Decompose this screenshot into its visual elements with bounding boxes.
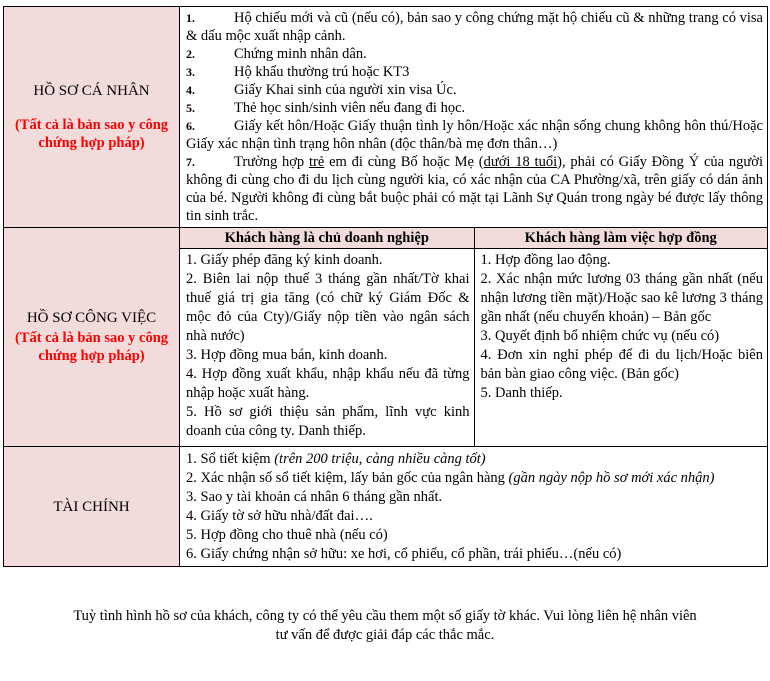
list-item: 7. Trường hợp trẻ em đi cùng Bố hoặc Mẹ (dưới 18 tuổi), phải có Giấy Đồng Ý của người không đi cùng cho đi du lịch cùng người kia, có xác nhận của CA Phường/xã, trên giấy có dán ảnh của bé. Người không đi cùng bắt buộc phải có mặt tại Lãnh Sự Quán trong ngày bé được lấy thông tin sinh trắc. (186, 154, 763, 224)
footer-line-2: tư vấn để được giải đáp các thắc mắc. (275, 627, 495, 643)
document-table (3, 6, 768, 567)
list-item: 5. Hợp đồng cho thuê nhà (nếu có) (186, 527, 388, 543)
finance-content (180, 447, 768, 567)
contract-header: Khách hàng làm việc hợp đồng (474, 228, 767, 249)
work-subtable (180, 228, 767, 446)
finance-side-cell (4, 447, 180, 567)
personal-list (180, 9, 767, 225)
list-item: 3. Quyết định bổ nhiệm chức vụ (nếu có) (480, 328, 720, 344)
personal-title: HỒ SƠ CÁ NHÂN (33, 83, 150, 99)
list-item: 1. Hợp đồng lao động. (480, 252, 611, 268)
finance-row (4, 447, 768, 567)
work-title: HỒ SƠ CÔNG VIỆC (26, 310, 157, 326)
list-item: 6. Giấy chứng nhận sở hữu: xe hơi, cổ phiếu, cổ phần, trái phiếu…(nếu có) (186, 546, 622, 562)
list-item: 4. Giấy Khai sinh của người xin visa Úc. (186, 82, 457, 98)
owner-header: Khách hàng là chủ doanh nghiệp (180, 228, 474, 249)
list-item: 5. Danh thiếp. (480, 385, 563, 401)
footer-note (0, 607, 770, 645)
owner-column (180, 249, 474, 447)
list-item: 2. Chứng minh nhân dân. (186, 46, 367, 62)
list-item: 2. Xác nhận số sổ tiết kiệm, lấy bản gốc của ngân hàng (gần ngày nộp hồ sơ mới xác nhận) (186, 470, 715, 486)
list-item: 4. Giấy tờ sở hữu nhà/đất đai…. (186, 508, 373, 524)
list-item: 2. Xác nhận mức lương 03 tháng gần nhất (nếu nhận lương tiền mặt)/Hoặc sao kê lương 3 tháng gần nhất (nếu chuyển khoản) – Bản gốc (480, 271, 763, 325)
list-item: 4. Đơn xin nghỉ phép để đi du lịch/Hoặc biên bản bàn giao công việc. (Bản gốc) (480, 347, 763, 382)
personal-side-cell (4, 7, 180, 228)
list-item: 5. Hồ sơ giới thiệu sản phẩm, lĩnh vực kinh doanh của công ty. Danh thiếp. (186, 404, 470, 439)
personal-note: (Tất cả là bản sao y công chứng hợp pháp) (14, 117, 169, 151)
work-row (4, 228, 768, 447)
list-item: 1. Hộ chiếu mới và cũ (nếu có), bản sao y công chứng mặt hộ chiếu cũ & những trang có visa & dấu mộc xuất nhập cảnh. (186, 10, 763, 44)
list-item: 6. Giấy kết hôn/Hoặc Giấy thuận tình ly hôn/Hoặc xác nhận sống chung không hôn thú/Hoặc Giấy xác nhận tình trạng hôn nhân (độc thân/bà mẹ đơn thân…) (186, 118, 763, 152)
list-item: 2. Biên lai nộp thuế 3 tháng gần nhất/Tờ khai thuế giá trị gia tăng (có chữ ký Giám Đốc & mộc đỏ của Cty)/Giấy nộp tiền vào ngân sách nhà nước) (186, 271, 470, 344)
contract-column (474, 249, 767, 447)
list-item: 1. Giấy phép đăng ký kinh doanh. (186, 252, 383, 268)
work-content (180, 228, 768, 447)
footer-line-1: Tuỳ tình hình hồ sơ của khách, công ty có thể yêu cầu them một số giấy tờ khác. Vui lòng liên hệ nhân viên (73, 608, 697, 624)
finance-title: TÀI CHÍNH (53, 498, 130, 515)
work-side-cell (4, 228, 180, 447)
list-item: 3. Sao y tài khoản cá nhân 6 tháng gần nhất. (186, 489, 443, 505)
list-item: 5. Thẻ học sinh/sinh viên nếu đang đi học. (186, 100, 466, 116)
personal-content (180, 7, 768, 228)
work-note: (Tất cả là bản sao y công chứng hợp pháp) (14, 330, 169, 364)
personal-row (4, 7, 768, 228)
list-item: 3. Hợp đồng mua bán, kinh doanh. (186, 347, 388, 363)
list-item: 1. Sổ tiết kiệm (trên 200 triệu, càng nhiều càng tốt) (186, 451, 486, 467)
finance-list (180, 447, 767, 564)
list-item: 4. Hợp đồng xuất khẩu, nhập khẩu nếu đã từng nhập hoặc xuất hàng. (186, 366, 470, 401)
list-item: 3. Hộ khẩu thường trú hoặc KT3 (186, 64, 410, 80)
